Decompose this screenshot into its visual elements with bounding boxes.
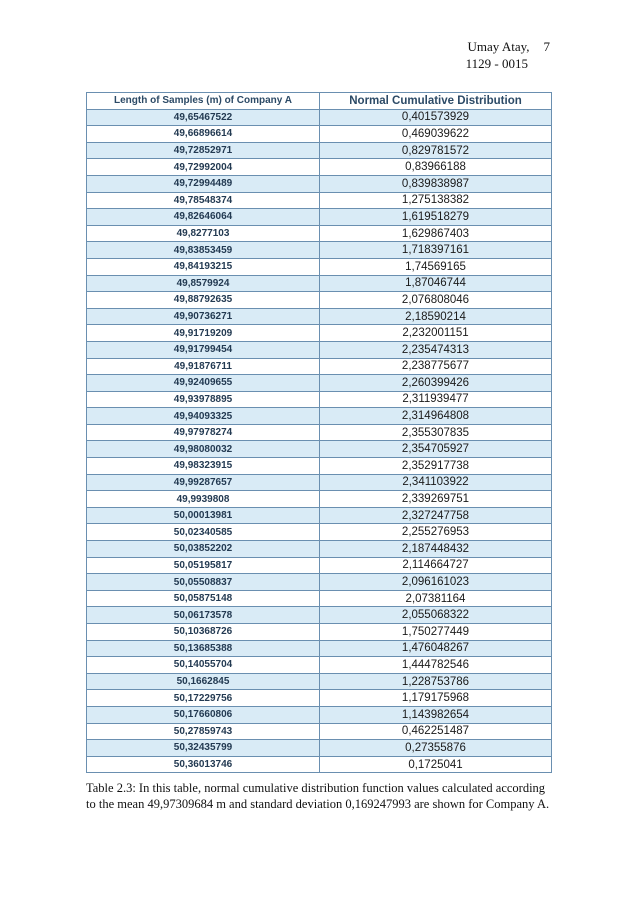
table-row <box>87 723 552 740</box>
table-row <box>87 292 552 309</box>
cumulative-distribution-cell: 1,444782546 <box>320 657 552 674</box>
table-row <box>87 358 552 375</box>
author-name: Umay Atay, <box>467 39 530 54</box>
column-header-length: Length of Samples (m) of Company A <box>87 93 320 110</box>
table-row <box>87 308 552 325</box>
cumulative-distribution-cell: 2,114664727 <box>320 557 552 574</box>
sample-length-cell: 50,02340585 <box>87 524 320 541</box>
table-row <box>87 474 552 491</box>
student-id: 1129 - 0015 <box>465 56 528 71</box>
cumulative-distribution-cell: 2,18590214 <box>320 308 552 325</box>
table-row <box>87 507 552 524</box>
sample-length-cell: 50,27859743 <box>87 723 320 740</box>
table-row <box>87 159 552 176</box>
table-row <box>87 341 552 358</box>
sample-length-cell: 50,05508837 <box>87 574 320 591</box>
table-row <box>87 209 552 226</box>
sample-length-cell: 49,94093325 <box>87 408 320 425</box>
sample-length-cell: 49,82646064 <box>87 209 320 226</box>
sample-length-cell: 49,92409655 <box>87 375 320 392</box>
sample-length-cell: 49,8579924 <box>87 275 320 292</box>
table-row <box>87 458 552 475</box>
cumulative-distribution-cell: 0,469039622 <box>320 126 552 143</box>
sample-length-cell: 50,32435799 <box>87 740 320 757</box>
table-row <box>87 109 552 126</box>
cumulative-distribution-cell: 1,619518279 <box>320 209 552 226</box>
cumulative-distribution-cell: 2,354705927 <box>320 441 552 458</box>
cumulative-distribution-cell: 0,401573929 <box>320 109 552 126</box>
cumulative-distribution-cell: 2,339269751 <box>320 491 552 508</box>
cumulative-distribution-cell: 2,238775677 <box>320 358 552 375</box>
table-row <box>87 441 552 458</box>
table-row <box>87 225 552 242</box>
cumulative-distribution-cell: 0,1725041 <box>320 756 552 773</box>
table-row <box>87 325 552 342</box>
cumulative-distribution-cell: 1,476048267 <box>320 640 552 657</box>
cumulative-distribution-cell: 2,314964808 <box>320 408 552 425</box>
sample-length-cell: 49,91719209 <box>87 325 320 342</box>
table-header-row <box>87 93 552 110</box>
table-row <box>87 673 552 690</box>
sample-length-cell: 50,00013981 <box>87 507 320 524</box>
sample-length-cell: 49,93978895 <box>87 391 320 408</box>
cumulative-distribution-cell: 0,27355876 <box>320 740 552 757</box>
sample-length-cell: 49,78548374 <box>87 192 320 209</box>
table-row <box>87 706 552 723</box>
table-row <box>87 391 552 408</box>
table-row <box>87 275 552 292</box>
sample-length-cell: 49,98080032 <box>87 441 320 458</box>
table-row <box>87 491 552 508</box>
cumulative-distribution-cell: 2,352917738 <box>320 458 552 475</box>
page-number: 7 <box>543 39 550 54</box>
cumulative-distribution-cell: 2,07381164 <box>320 590 552 607</box>
cumulative-distribution-cell: 1,143982654 <box>320 706 552 723</box>
table-row <box>87 756 552 773</box>
table-row <box>87 258 552 275</box>
sample-length-cell: 49,99287657 <box>87 474 320 491</box>
sample-length-cell: 49,84193215 <box>87 258 320 275</box>
table-row <box>87 541 552 558</box>
cumulative-distribution-cell: 1,750277449 <box>320 624 552 641</box>
sample-length-cell: 50,17229756 <box>87 690 320 707</box>
sample-length-cell: 50,03852202 <box>87 541 320 558</box>
cumulative-distribution-cell: 2,076808046 <box>320 292 552 309</box>
sample-length-cell: 50,13685388 <box>87 640 320 657</box>
table-row <box>87 375 552 392</box>
sample-length-cell: 49,8277103 <box>87 225 320 242</box>
cumulative-distribution-cell: 2,327247758 <box>320 507 552 524</box>
sample-length-cell: 50,05875148 <box>87 590 320 607</box>
cumulative-distribution-cell: 0,829781572 <box>320 142 552 159</box>
cumulative-distribution-cell: 2,255276953 <box>320 524 552 541</box>
page-header <box>430 38 550 72</box>
table-caption: Table 2.3: In this table, normal cumulative distribution function values calculated according to the mean 49,97309684 m and standard deviation 0,169247993 are shown for Company A. <box>86 781 550 811</box>
column-header-distribution: Normal Cumulative Distribution <box>320 93 552 110</box>
sample-length-cell: 49,66896614 <box>87 126 320 143</box>
sample-length-cell: 50,14055704 <box>87 657 320 674</box>
sample-length-cell: 49,65467522 <box>87 109 320 126</box>
sample-length-cell: 50,1662845 <box>87 673 320 690</box>
table-row <box>87 624 552 641</box>
cumulative-distribution-cell: 2,260399426 <box>320 375 552 392</box>
sample-length-cell: 49,72852971 <box>87 142 320 159</box>
cumulative-distribution-cell: 2,311939477 <box>320 391 552 408</box>
sample-length-cell: 49,72992004 <box>87 159 320 176</box>
table-row <box>87 557 552 574</box>
sample-length-cell: 49,91799454 <box>87 341 320 358</box>
distribution-table <box>86 92 552 773</box>
cumulative-distribution-cell: 2,232001151 <box>320 325 552 342</box>
table-row <box>87 590 552 607</box>
cumulative-distribution-cell: 0,462251487 <box>320 723 552 740</box>
table-row <box>87 574 552 591</box>
cumulative-distribution-cell: 2,235474313 <box>320 341 552 358</box>
cumulative-distribution-cell: 2,096161023 <box>320 574 552 591</box>
table-row <box>87 142 552 159</box>
cumulative-distribution-cell: 1,179175968 <box>320 690 552 707</box>
sample-length-cell: 49,97978274 <box>87 424 320 441</box>
table-row <box>87 192 552 209</box>
cumulative-distribution-cell: 1,275138382 <box>320 192 552 209</box>
table-row <box>87 690 552 707</box>
cumulative-distribution-cell: 1,228753786 <box>320 673 552 690</box>
sample-length-cell: 49,9939808 <box>87 491 320 508</box>
sample-length-cell: 49,88792635 <box>87 292 320 309</box>
cumulative-distribution-cell: 2,055068322 <box>320 607 552 624</box>
table-row <box>87 242 552 259</box>
cumulative-distribution-cell: 2,355307835 <box>320 424 552 441</box>
cumulative-distribution-cell: 1,629867403 <box>320 225 552 242</box>
cumulative-distribution-cell: 2,341103922 <box>320 474 552 491</box>
sample-length-cell: 49,72994489 <box>87 175 320 192</box>
sample-length-cell: 49,98323915 <box>87 458 320 475</box>
cumulative-distribution-cell: 1,74569165 <box>320 258 552 275</box>
table-row <box>87 657 552 674</box>
sample-length-cell: 50,36013746 <box>87 756 320 773</box>
sample-length-cell: 49,90736271 <box>87 308 320 325</box>
table-row <box>87 408 552 425</box>
sample-length-cell: 50,17660806 <box>87 706 320 723</box>
table-row <box>87 524 552 541</box>
table-row <box>87 175 552 192</box>
cumulative-distribution-cell: 2,187448432 <box>320 541 552 558</box>
cumulative-distribution-cell: 1,87046744 <box>320 275 552 292</box>
table-row <box>87 607 552 624</box>
cumulative-distribution-cell: 1,718397161 <box>320 242 552 259</box>
table-row <box>87 424 552 441</box>
sample-length-cell: 50,05195817 <box>87 557 320 574</box>
sample-length-cell: 50,10368726 <box>87 624 320 641</box>
cumulative-distribution-cell: 0,83966188 <box>320 159 552 176</box>
table-row <box>87 126 552 143</box>
table-row <box>87 740 552 757</box>
sample-length-cell: 50,06173578 <box>87 607 320 624</box>
sample-length-cell: 49,91876711 <box>87 358 320 375</box>
sample-length-cell: 49,83853459 <box>87 242 320 259</box>
cumulative-distribution-cell: 0,839838987 <box>320 175 552 192</box>
table-row <box>87 640 552 657</box>
table-body <box>87 109 552 773</box>
